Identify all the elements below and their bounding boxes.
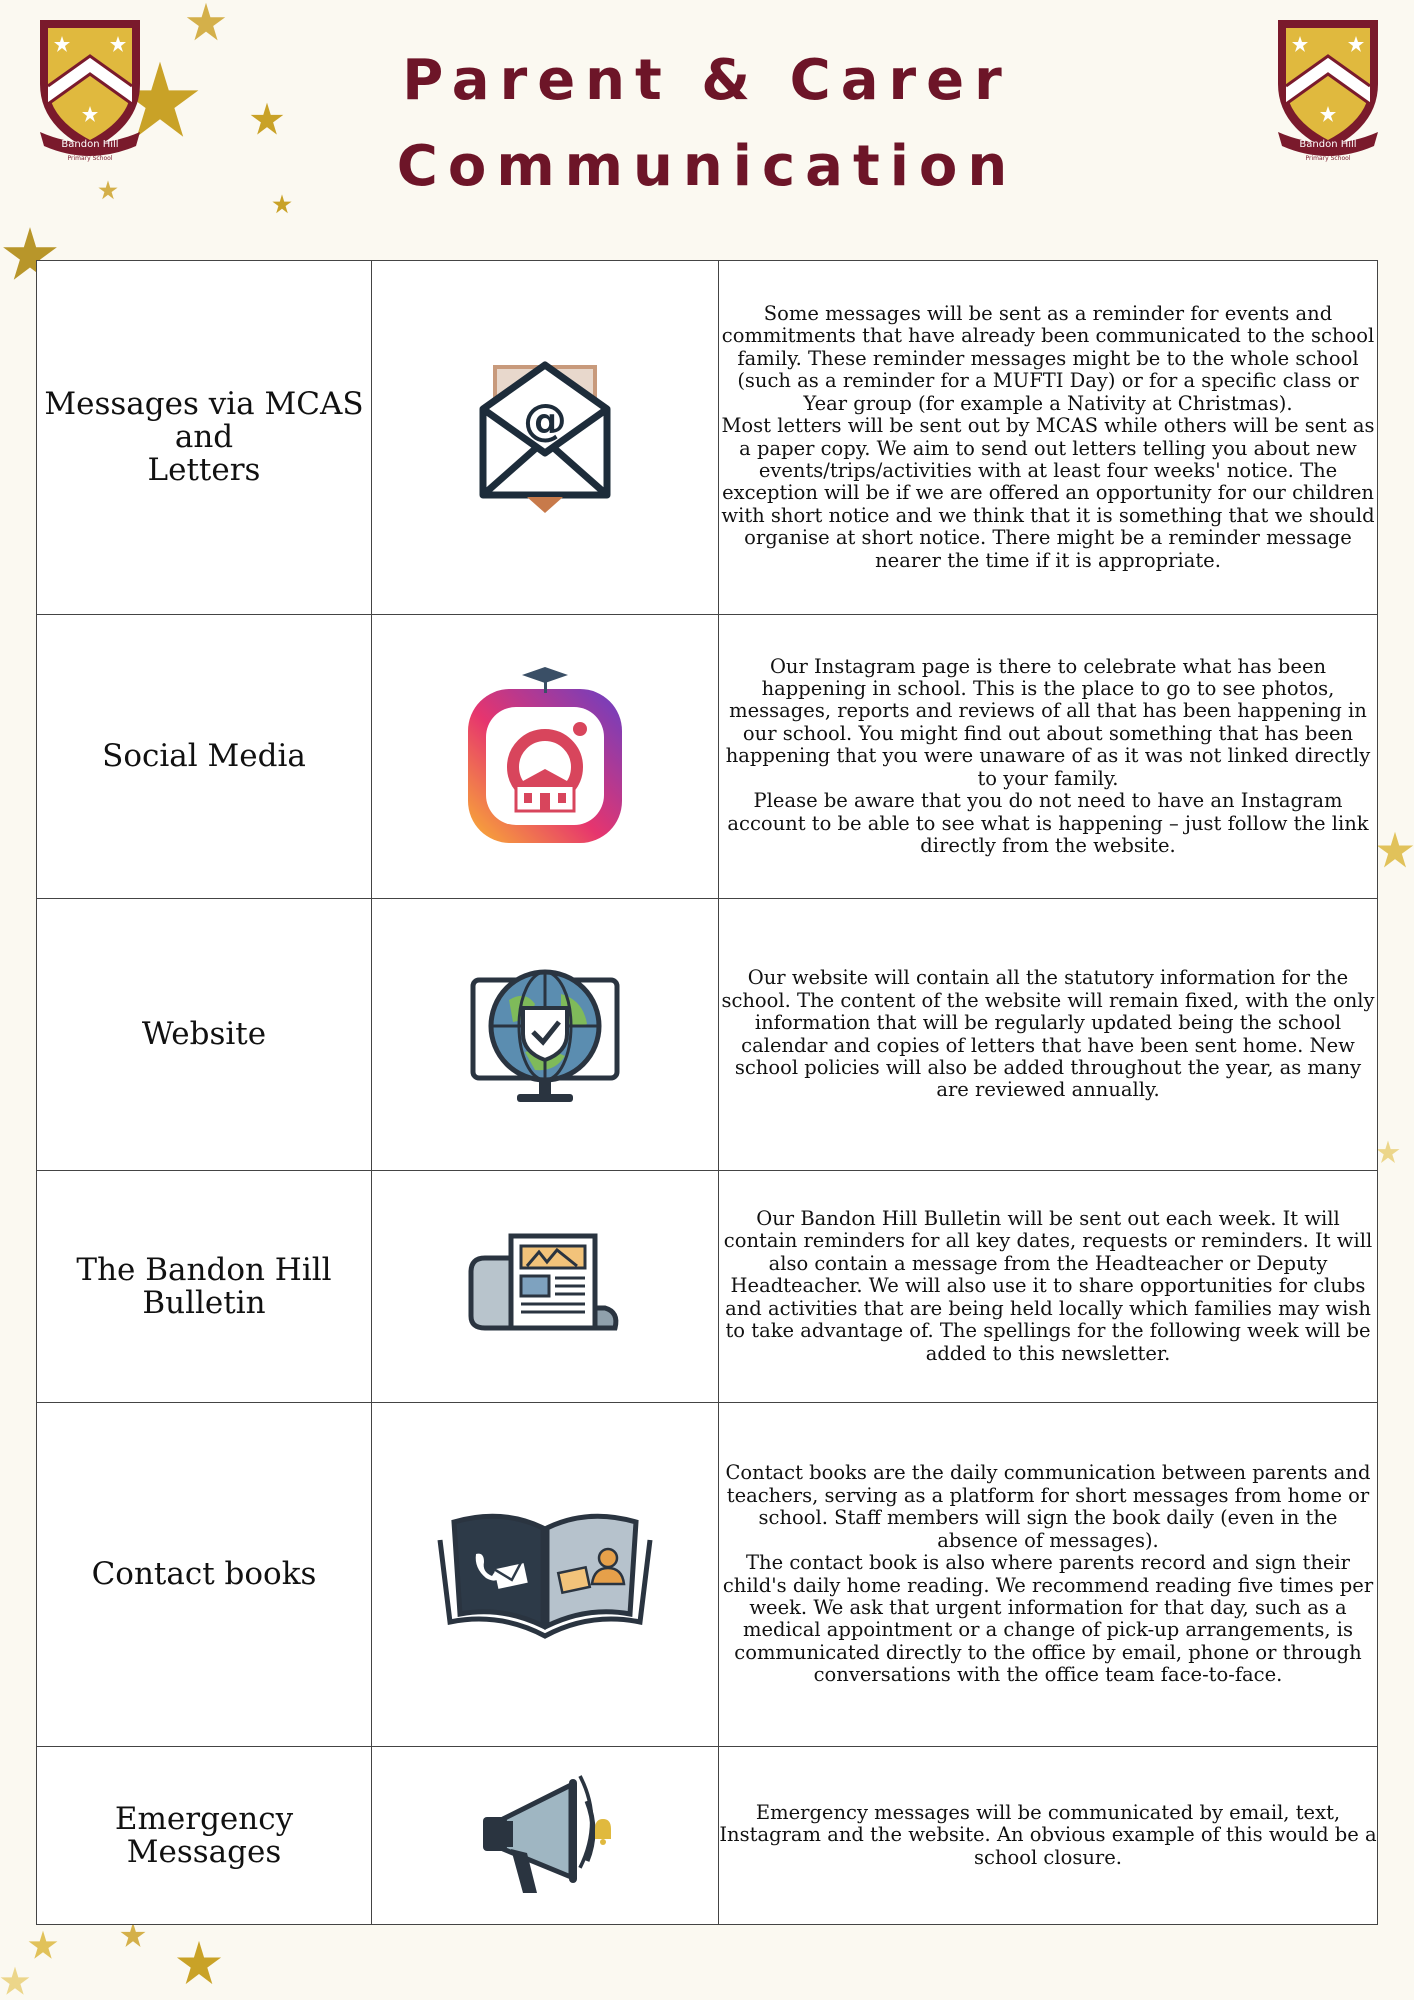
crest-school-name: Bandon Hill (61, 139, 119, 150)
star-icon (0, 1966, 30, 1996)
table-row (37, 1747, 1378, 1925)
row-label: Social Media (37, 615, 372, 899)
megaphone-icon (475, 1771, 615, 1901)
crest-school-subtitle: Primary School (67, 155, 113, 162)
star-icon (120, 1922, 146, 1948)
table-row (37, 261, 1378, 615)
star-icon (176, 1940, 222, 1986)
row-label: Messages via MCAS and Letters (37, 261, 372, 615)
globe-website-icon (465, 960, 625, 1110)
row-label: Contact books (37, 1403, 372, 1747)
row-label: Emergency Messages (37, 1747, 372, 1925)
row-description: Our Bandon Hill Bulletin will be sent out each week. It will contain reminders for all key dates, requests or reminders. It will also contain a message from the Headteacher or Deputy Headteacher. We will also use it to share opportunities for clubs and activities that are being held locally which families may wish to take advantage of. The spellings for the following week will be added to this newsletter. (719, 1171, 1378, 1403)
table-row (37, 899, 1378, 1171)
row-description: Emergency messages will be communicated by email, text, Instagram and the website. An obvious example of this would be a school closure. (719, 1747, 1378, 1925)
crest-school-name: Bandon Hill (1299, 139, 1357, 150)
instagram-school-icon (460, 667, 630, 847)
row-description: Contact books are the daily communication between parents and teachers, serving as a platform for short messages from home or school. Staff members will sign the book daily (even in the absence of messages). The contact book is also where parents record and sign their child's daily home reading. We recommend reading five times per week. We ask that urgent information for that day, such as a medical appointment or a change of pick-up arrangements, is communicated directly to the office by email, phone or through conversations with the office team face-to-face. (719, 1403, 1378, 1747)
svg-text:@: @ (523, 394, 567, 446)
star-icon (28, 1930, 58, 1960)
page-title-line1: Parent & Carer (402, 48, 1012, 113)
star-icon (186, 2, 226, 42)
row-label: Website (37, 899, 372, 1171)
row-description: Some messages will be sent as a reminder for events and commitments that have already been communicated to the school family. These reminder messages might be to the whole school (such as a reminder for a MUFTI Day) or for a specific class or Year group (for example a Nativity at Christmas). Most letters will be sent out by MCAS while others will be sent as a paper copy. We aim to send out letters telling you about new events/trips/activities with at least four weeks' notice. The exception will be if we are offered an opportunity for our children with short notice and we think that it is something that we should organise at short notice. There might be a reminder message nearer the time if it is appropriate. (719, 261, 1378, 615)
communication-table (36, 260, 1378, 1925)
open-book-icon (430, 1500, 660, 1650)
page-title-line2: Communication (396, 134, 1018, 199)
row-description: Our website will contain all the statutory information for the school. The content of the website will remain fixed, with the only information that will be regularly updated being the school calendar and copies of letters that have been sent home. New school policies will also be added throughout the year, as many are reviewed annually. (719, 899, 1378, 1171)
table-row (37, 1171, 1378, 1403)
crest-school-subtitle: Primary School (1305, 155, 1351, 162)
table-row (37, 1403, 1378, 1747)
table-row (37, 615, 1378, 899)
row-label: The Bandon Hill Bulletin (37, 1171, 372, 1403)
newspaper-icon (465, 1232, 625, 1342)
star-icon (1376, 1140, 1400, 1164)
star-icon (1376, 826, 1414, 874)
email-envelope-icon (465, 353, 625, 523)
row-description: Our Instagram page is there to celebrate what has been happening in school. This is the place to go to see photos, messages, reports and reviews of all that has been happening in our school. You might find out about something that has been happening that you were unaware of as it was not linked directly to your family. Please be aware that you do not need to have an Instagram account to be able to see what is happening – just follow the link directly from the website. (719, 615, 1378, 899)
